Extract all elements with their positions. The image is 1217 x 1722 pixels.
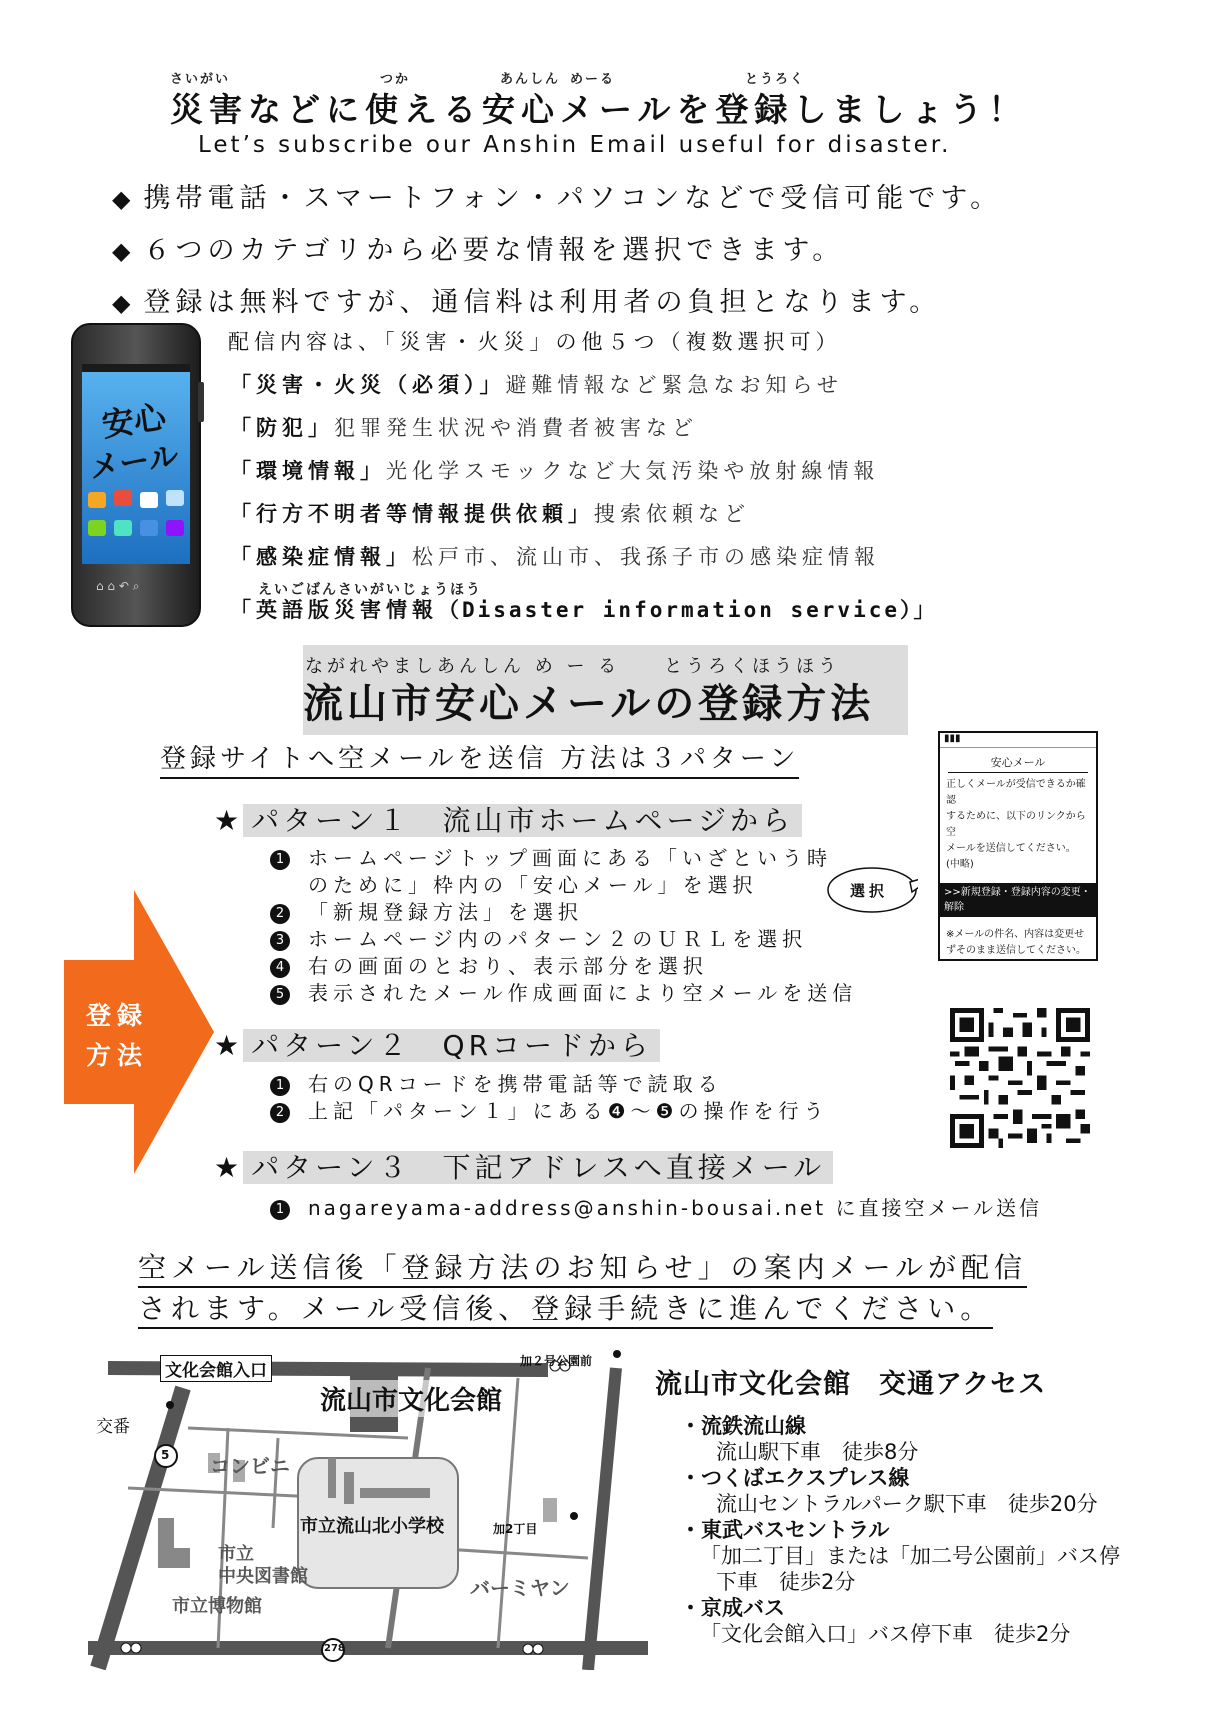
qr-code[interactable]: [950, 1008, 1090, 1148]
screen-line: するために、以下のリンクから空: [946, 811, 1086, 838]
star-icon: ★: [214, 1029, 244, 1062]
ruby-saigai: さいがい: [170, 72, 231, 87]
access-title: 流山市文化会館 交通アクセス: [655, 1369, 1047, 1400]
category-desc: （Disaster information service）」: [438, 598, 938, 622]
screen-title: 安心メール: [990, 756, 1046, 769]
arrow-label-1: 登録: [86, 1001, 149, 1030]
map-label-library-2: 中央図書館: [218, 1566, 308, 1587]
access-line: ・東武バスセントラル: [680, 1518, 890, 1542]
category-name: 「環境情報」: [230, 459, 386, 483]
map-label-entrance: 文化会館入口: [160, 1355, 272, 1382]
step-number-icon: 5: [270, 985, 290, 1005]
step-text: 表示されたメール作成画面により空メールを送信: [308, 981, 858, 1005]
pattern2-heading: [214, 1024, 660, 1064]
title-ruby: [170, 68, 1070, 87]
access-line: 流山駅下車 徒歩8分: [716, 1440, 919, 1464]
diamond-icon: ◆: [112, 237, 136, 265]
screen-line: ずそのまま送信してください。: [946, 945, 1086, 956]
category-item: [230, 541, 880, 571]
step-text: 右の画面のとおり、表示部分を選択: [308, 954, 708, 978]
category-name: 「災害・火災（必須）」: [230, 373, 506, 397]
pattern1-step: [270, 896, 583, 925]
category-item: [230, 498, 750, 528]
ruby-touroku: とうろく: [745, 72, 806, 87]
screen-body: [940, 775, 1096, 875]
step-number-icon: 1: [270, 850, 290, 870]
screen-link-line: 解除: [944, 902, 964, 913]
bubble-label: 選択: [850, 882, 889, 900]
map-label-culture-hall: 流山市文化会館: [320, 1380, 502, 1417]
step-text: 右のQRコードを携帯電話等で読取る: [308, 1072, 723, 1096]
screen-line: (中略): [946, 859, 974, 870]
pattern1-heading: [214, 799, 802, 839]
map-label-park: 加２号公園前: [520, 1354, 593, 1368]
step-text: ホームページトップ画面にある「いざという時: [308, 846, 832, 870]
map-label-koban: 交番: [96, 1417, 130, 1437]
access-line: ・流鉄流山線: [680, 1414, 806, 1438]
notice-line-1: 空メール送信後「登録方法のお知らせ」の案内メールが配信: [138, 1246, 1027, 1288]
map-label-library-1: 市立: [218, 1544, 254, 1565]
feature-text: ６つのカテゴリから必要な情報を選択できます。: [143, 235, 845, 266]
step-number-icon: 2: [270, 1103, 290, 1123]
step-number-icon: 3: [270, 931, 290, 951]
phone-screen-text-1: 安心: [99, 397, 169, 445]
registration-subtitle: 登録サイトへ空メールを送信 方法は３パターン: [160, 738, 799, 779]
access-line: 下車 徒歩2分: [716, 1570, 856, 1594]
ruby-anshin: あんしん: [500, 72, 561, 87]
pattern1-step: [270, 977, 857, 1006]
star-icon: ★: [214, 1151, 244, 1184]
category-desc: 避難情報など緊急なお知らせ: [505, 373, 843, 397]
feature-text: 登録は無料ですが、通信料は利用者の負担となります。: [143, 287, 942, 318]
pattern-heading-text: パターン３ 下記アドレスへ直接メール: [243, 1151, 833, 1184]
category-intro: 配信内容は、「災害・火災」の他５つ（複数選択可）: [228, 330, 842, 354]
pattern3-step: [270, 1192, 1042, 1221]
email-address-text[interactable]: nagareyama-address@anshin-bousai.net に直接空メール送信: [308, 1196, 1043, 1220]
smartphone-illustration: [66, 322, 206, 630]
pattern-heading-text: パターン２ QRコードから: [243, 1029, 660, 1062]
pattern2-step: [270, 1095, 828, 1124]
page-title: 災害などに使える安心メールを登録しましょう！: [170, 90, 1028, 129]
step-number-icon: 2: [270, 904, 290, 924]
diamond-icon: ◆: [112, 185, 136, 213]
access-line: ・京成バス: [680, 1596, 785, 1620]
category-desc: 犯罪発生状況や消費者被害など: [334, 416, 698, 440]
category-item-english: [230, 594, 938, 624]
screen-link-line: >>新規登録・登録内容の変更・: [944, 887, 1091, 898]
svg-text:⌂ ⌂ ↶ ⌕: ⌂ ⌂ ↶ ⌕: [96, 579, 140, 593]
arrow-label-2: 方法: [86, 1041, 149, 1070]
notice-line-2: されます。メール受信後、登録手続きに進んでください。: [138, 1287, 993, 1329]
english-ruby: えいごばんさいがいじょうほう: [258, 582, 482, 598]
registration-title: 流山市安心メールの登録方法: [303, 681, 875, 727]
access-line: 流山セントラルパーク駅下車 徒歩20分: [716, 1492, 1098, 1516]
screen-line: 正しくメールが受信できるか確認: [946, 779, 1086, 806]
ruby-tsuka: つか: [380, 72, 411, 87]
step-number-icon: 4: [270, 958, 290, 978]
step-text: 「新規登録方法」を選択: [308, 900, 583, 924]
category-name: 「感染症情報」: [230, 545, 412, 569]
category-name: 「行方不明者等情報提供依頼」: [230, 502, 594, 526]
category-name: 「防犯」: [230, 416, 334, 440]
category-desc: 松戸市、流山市、我孫子市の感染症情報: [412, 545, 880, 569]
category-name: 「英語版災害情報: [230, 598, 438, 622]
map-label-school: 市立流山北小学校: [300, 1512, 444, 1538]
phone-screen-text-2: メール: [87, 438, 181, 487]
pattern1-step: [270, 842, 832, 871]
pattern2-step: [270, 1068, 723, 1097]
pattern1-step: [270, 950, 708, 979]
screen-link[interactable]: [940, 883, 1096, 917]
access-line: 「加二丁目」または「加二号公園前」バス停: [700, 1544, 1120, 1568]
star-icon: ★: [214, 804, 244, 837]
step-number-icon: 1: [270, 1200, 290, 1220]
page-subtitle: Let’s subscribe our Anshin Email useful for disaster.: [198, 132, 952, 158]
registration-ruby: ながれやましあんしん め ー る とうろくほうほう: [305, 656, 841, 677]
mail-screen-mockup: [938, 731, 1098, 961]
access-line: ・つくばエクスプレス線: [680, 1466, 910, 1490]
feature-text: 携帯電話・スマートフォン・パソコンなどで受信可能です。: [143, 183, 1003, 214]
step-text: のために」枠内の「安心メール」を選択: [308, 873, 758, 897]
route-278-icon: 278: [324, 1643, 345, 1654]
map-label-museum: 市立博物館: [172, 1596, 262, 1617]
step-number-icon: 1: [270, 1076, 290, 1096]
route-5-icon: 5: [161, 1448, 170, 1462]
category-item: [230, 369, 843, 399]
screen-line: メールを送信してください。: [946, 843, 1076, 854]
map-label-convenience: コンビニ: [210, 1454, 290, 1478]
feature-line: [112, 280, 941, 319]
pattern1-step: [308, 869, 758, 898]
category-item: [230, 455, 879, 485]
pattern3-heading: [214, 1146, 833, 1186]
pattern1-step: [270, 923, 807, 952]
feature-line: [112, 176, 1002, 215]
map-label-bamiyan: バーミヤン: [470, 1576, 570, 1600]
screen-note: [940, 917, 1096, 959]
ruby-meeru: めーる: [570, 72, 616, 87]
map-label-kanizi: 加2丁目: [493, 1522, 538, 1536]
category-desc: 捜索依頼など: [594, 502, 750, 526]
status-bar: ▮▮▮: [940, 733, 1096, 748]
category-item: [230, 412, 698, 442]
category-desc: 光化学スモックなど大気汚染や放射線情報: [386, 459, 880, 483]
pattern-heading-text: パターン１ 流山市ホームページから: [243, 804, 802, 837]
registration-arrow: [64, 890, 214, 1174]
step-text: ホームページ内のパターン２のＵＲＬを選択: [308, 927, 808, 951]
feature-line: [112, 228, 844, 267]
diamond-icon: ◆: [112, 289, 136, 317]
screen-line: ※メールの件名、内容は変更せ: [946, 929, 1085, 940]
access-line: 「文化会館入口」バス停下車 徒歩2分: [700, 1622, 1071, 1646]
step-text: 上記「パターン１」にある❹～❺の操作を行う: [308, 1099, 829, 1123]
